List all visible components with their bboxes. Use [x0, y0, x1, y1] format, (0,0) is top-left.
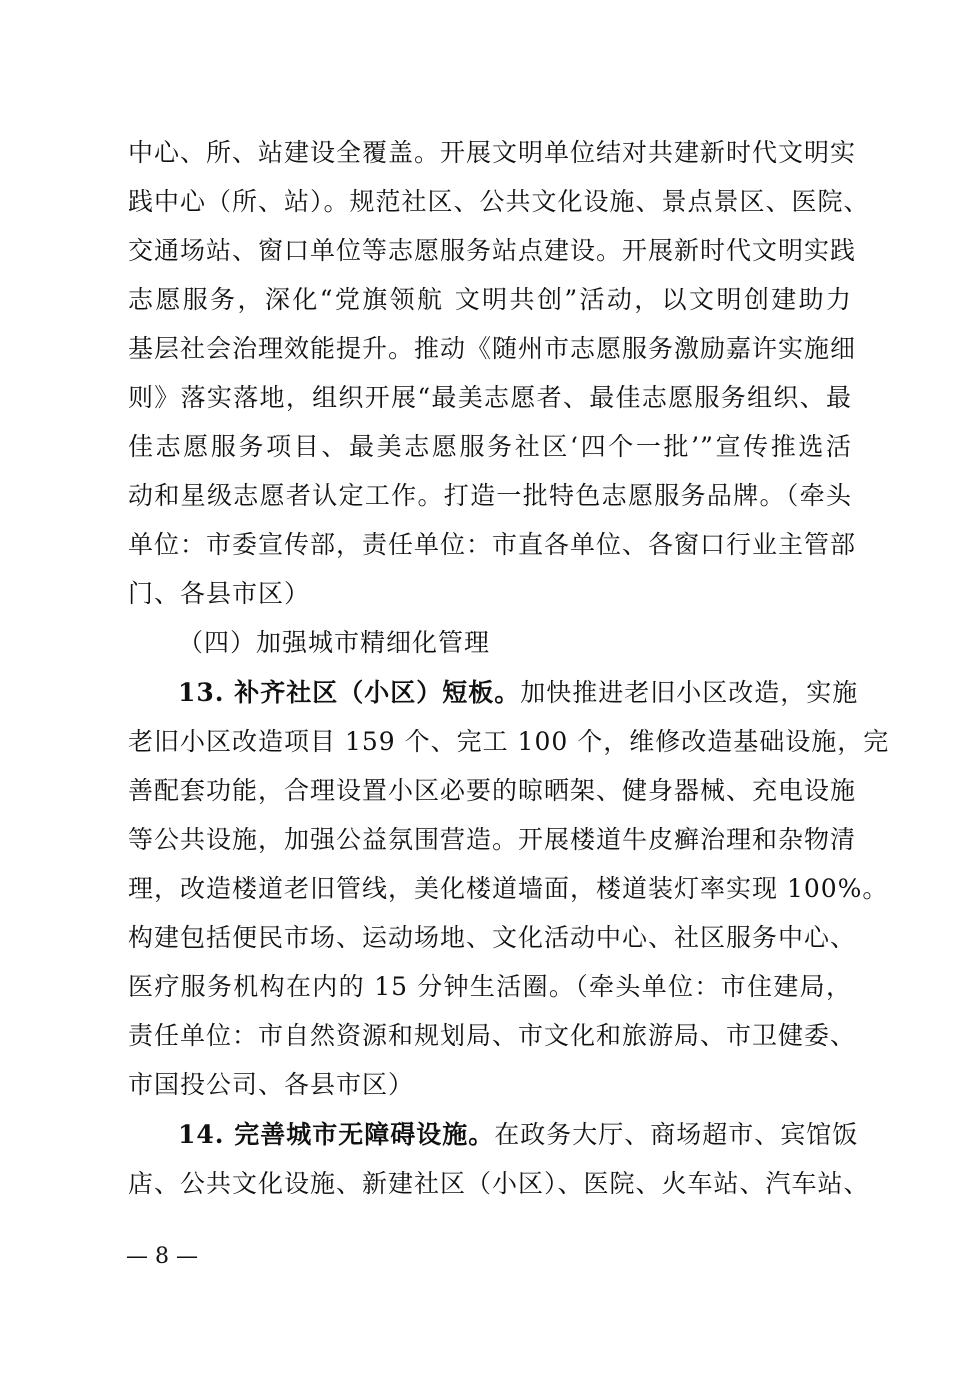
- item-13-title: 13. 补齐社区（小区）短板。: [178, 678, 521, 707]
- item-14-title: 14. 完善城市无障碍设施。: [178, 1120, 495, 1149]
- paragraph-line: 动和星级志愿者认定工作。打造一批特色志愿服务品牌。（牵头: [128, 481, 852, 510]
- section-heading: （四）加强城市精细化管理: [178, 628, 491, 657]
- paragraph-line: 构建包括便民市场、运动场地、文化活动中心、社区服务中心、: [128, 923, 857, 952]
- paragraph-line: 门、各县市区）: [128, 579, 311, 608]
- page-number: — 8 —: [126, 1244, 198, 1269]
- paragraph-line: 中心、所、站建设全覆盖。开展文明单位结对共建新时代文明实: [128, 138, 857, 167]
- paragraph-line: 志愿服务，深化“党旗领航 文明共创”活动，以文明创建助力: [128, 285, 852, 314]
- paragraph-line: 医疗服务机构在内的 15 分钟生活圈。（牵头单位：市住建局，: [128, 972, 852, 1001]
- paragraph-line: 践中心（所、站）。规范社区、公共文化设施、景点景区、医院、: [128, 187, 870, 216]
- paragraph-line: 则》落实落地，组织开展“最美志愿者、最佳志愿服务组织、最: [128, 383, 852, 412]
- paragraph-line: 等公共设施，加强公益氛围营造。开展楼道牛皮癣治理和杂物清: [128, 825, 857, 854]
- paragraph-line: 老旧小区改造项目 159 个、完工 100 个，维修改造基础设施，完: [128, 727, 890, 756]
- paragraph-line: 交通场站、窗口单位等志愿服务站点建设。开展新时代文明实践: [128, 236, 857, 265]
- item-14-first-line: [178, 1110, 859, 1159]
- item-13-first-line: [178, 668, 859, 717]
- item-14-text: 在政务大厅、商场超市、宾馆饭: [494, 1120, 859, 1149]
- paragraph-line: 责任单位：市自然资源和规划局、市文化和旅游局、市卫健委、: [128, 1021, 857, 1050]
- paragraph-line: 善配套功能，合理设置小区必要的晾晒架、健身器械、充电设施: [128, 776, 857, 805]
- paragraph-line: 店、公共文化设施、新建社区（小区）、医院、火车站、汽车站、: [128, 1169, 870, 1198]
- paragraph-line: 单位：市委宣传部，责任单位：市直各单位、各窗口行业主管部: [128, 530, 857, 559]
- paragraph-line: 佳志愿服务项目、最美志愿服务社区‘四个一批’”宣传推选活: [128, 432, 852, 461]
- item-13-text: 加快推进老旧小区改造，实施: [520, 678, 859, 707]
- paragraph-line: 市国投公司、各县市区）: [128, 1070, 415, 1099]
- paragraph-line: 基层社会治理效能提升。推动《随州市志愿服务激励嘉许实施细: [128, 334, 857, 363]
- paragraph-line: 理，改造楼道老旧管线，美化楼道墙面，楼道装灯率实现 100%。: [128, 874, 889, 903]
